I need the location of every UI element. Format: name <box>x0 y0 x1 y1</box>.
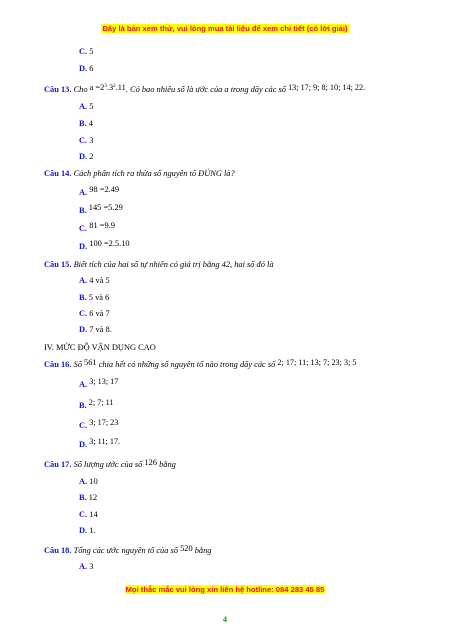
question-text: Cho <box>73 85 88 94</box>
option-a: A. 10 <box>79 477 98 486</box>
question-number: Câu 17. <box>44 460 72 469</box>
question-number: Câu 13. <box>44 85 72 94</box>
question-14 <box>44 169 235 179</box>
question-number: Câu 18. <box>44 546 72 555</box>
question-expression: $a =2^3.3^2.11$ <box>89 83 126 92</box>
question-number: Câu 14. <box>44 169 72 178</box>
option-d: D. 3; 11; 17. <box>79 437 121 449</box>
option-a: A. 4 và 5 <box>79 276 110 285</box>
option-a: A. 98 =2.49 <box>79 185 120 197</box>
question-number: Câu 15. <box>44 260 72 269</box>
question-15 <box>44 260 274 270</box>
preview-banner <box>0 24 450 33</box>
question-text: Cách phân tích ra thừa số nguyên tố ĐÚNG là? <box>73 169 235 178</box>
question-13 <box>44 84 365 95</box>
option-c: C. 81 =9.9 <box>79 221 115 233</box>
hotline-footer <box>0 585 450 594</box>
option-b: B. 12 <box>79 493 98 502</box>
option-b: B. 2; 7; 11 <box>79 398 114 410</box>
number-list: 2; 17; 11; 13; 7; 23; 3; 5 <box>277 358 357 367</box>
option-text: 5 <box>89 47 94 56</box>
question-text: Biết tích của hai số tự nhiên có giá trị bằng 42, hai số đó là <box>73 260 274 269</box>
question-16: Câu 16. Số 561 chia hết có những số nguyên tố nào trong dãy các số 2; 17; 11; 13; 7; 23; 3; 5 <box>44 358 357 369</box>
option-label: D. <box>79 64 88 73</box>
option-d: D. 100 =2.5.10 <box>79 239 130 251</box>
option-d: D. 7 và 8. <box>79 325 112 334</box>
question-18: Câu 18. Tổng các ước nguyên tố của số 520 bằng <box>44 544 212 555</box>
option-b: B. 4 <box>79 119 93 128</box>
option-a: A. 3; 13; 17 <box>79 377 119 389</box>
hotline-text: Mọi thắc mắc vui lòng xin liên hệ hotline: 084 283 45 85 <box>125 585 325 594</box>
option-d: D. 1. <box>79 526 96 535</box>
option-d: D. 2 <box>79 152 94 161</box>
option-b: B. 145 =5.29 <box>79 203 123 215</box>
option-a: A. 5 <box>79 102 94 111</box>
section-heading: IV. MỨC ĐỘ VẬN DỤNG CAO <box>44 343 156 352</box>
preview-banner-text: Đây là bản xem thử, vui lòng mua tài liệu để xem chi tiết (có lời giải) <box>102 24 348 33</box>
question-text: . Có bao nhiêu số là ước của a trong dãy các số <box>125 85 286 94</box>
option-c: C. 14 <box>79 510 98 519</box>
page-number: 4 <box>223 615 227 624</box>
option-c: C. 3; 17; 23 <box>79 418 119 430</box>
option-b: B. 5 và 6 <box>79 293 110 302</box>
option-c: C. 3 <box>79 136 94 145</box>
option-text: 6 <box>89 64 94 73</box>
question-17: Câu 17. Số lượng ước của số 126 bằng <box>44 458 176 469</box>
option-c: C. 6 và 7 <box>79 309 110 318</box>
option-d <box>79 64 93 74</box>
number-list: 13; 17; 9; 8; 10; 14; 22. <box>288 83 366 92</box>
option-a: A. 3 <box>79 562 94 571</box>
option-label: C. <box>79 47 88 56</box>
question-number: Câu 16. <box>44 360 72 369</box>
option-c <box>79 47 93 57</box>
